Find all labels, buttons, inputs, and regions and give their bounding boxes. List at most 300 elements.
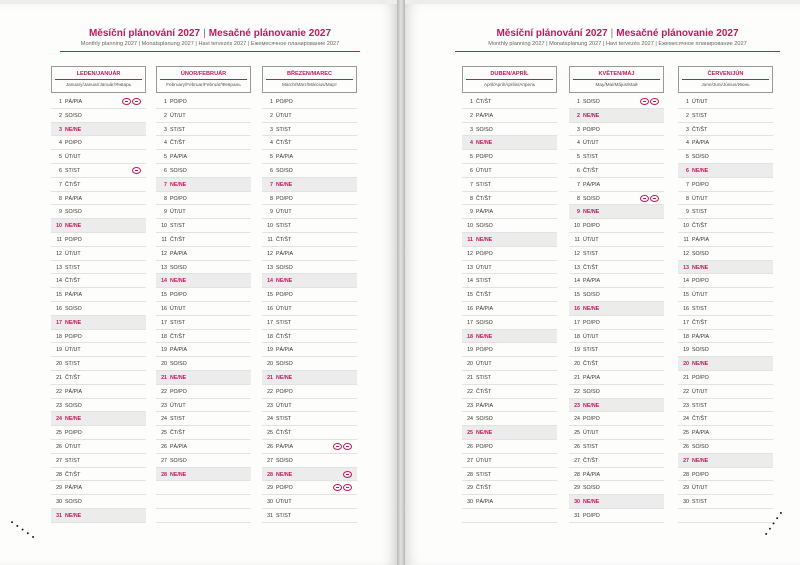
day-row[interactable] [51,316,146,330]
day-row[interactable] [51,468,146,482]
day-row[interactable] [156,136,251,150]
day-row[interactable] [51,481,146,495]
day-number: 24 [683,416,689,423]
day-row[interactable] [462,302,557,316]
day-row[interactable] [51,178,146,192]
day-row[interactable] [462,495,557,509]
weekday-label: ST/ST [65,264,81,271]
day-number: 14 [574,278,580,285]
day-row[interactable] [51,330,146,344]
day-row[interactable] [262,468,357,482]
weekday-label: PO/PO [692,181,709,188]
day-number: 19 [574,347,580,354]
day-row[interactable] [262,357,357,371]
day-row[interactable] [156,123,251,137]
day-row[interactable] [156,192,251,206]
day-row[interactable] [678,509,773,523]
day-number: 20 [161,361,167,368]
day-row[interactable] [156,371,251,385]
day-row[interactable] [462,385,557,399]
day-number: 1 [686,99,689,105]
day-row[interactable] [262,399,357,413]
weekday-label: PO/PO [276,99,293,105]
day-number: 8 [470,195,473,202]
day-number: 17 [683,319,689,326]
day-number: 18 [467,333,473,340]
day-row[interactable] [462,481,557,495]
day-row[interactable] [462,509,557,523]
day-number: 5 [686,154,689,161]
weekday-label: SO/SO [692,154,709,161]
day-row[interactable] [678,274,773,288]
day-row[interactable] [569,302,664,316]
day-row[interactable] [262,495,357,509]
day-row[interactable] [569,330,664,344]
weekday-label: SO/SO [170,167,187,174]
day-number: 13 [267,264,273,271]
day-row[interactable] [462,164,557,178]
weekday-label: SO/SO [170,361,187,368]
day-row[interactable] [678,109,773,123]
day-row[interactable] [462,330,557,344]
day-number: 28 [574,471,580,478]
day-row[interactable] [678,247,773,261]
day-number: 8 [577,195,580,202]
day-row[interactable] [462,219,557,233]
day-row[interactable] [569,178,664,192]
day-row[interactable] [262,164,357,178]
day-row[interactable] [462,440,557,454]
day-number: 16 [683,305,689,312]
day-row[interactable] [569,385,664,399]
weekday-label: ST/ST [170,319,186,326]
day-row[interactable] [569,219,664,233]
weekday-label: NE/NE [583,305,600,312]
day-row[interactable] [462,205,557,219]
day-row[interactable] [462,192,557,206]
day-number: 25 [467,430,473,437]
day-row[interactable] [51,233,146,247]
weekday-label: SO/SO [476,223,493,230]
day-number: 7 [270,181,273,188]
day-row[interactable] [262,247,357,261]
day-number: 3 [577,126,580,133]
day-row[interactable] [678,343,773,357]
page-subtitle: Monthly planning 2027 | Monatsplanung 2027 | Havi tervezés 2027 | Ежемесячное планирование 2027 [488,41,747,47]
day-row[interactable] [462,233,557,247]
weekday-label: ST/ST [476,374,492,381]
day-number: 3 [59,126,62,133]
day-row[interactable] [569,481,664,495]
month-header [262,66,357,93]
day-row[interactable] [678,192,773,206]
weekday-label: ST/ST [276,223,292,230]
day-row[interactable] [51,95,146,109]
day-row[interactable] [156,385,251,399]
day-row[interactable] [678,178,773,192]
day-row[interactable] [569,468,664,482]
weekday-label: NE/NE [583,402,600,409]
day-number: 28 [161,471,167,478]
day-row[interactable] [156,316,251,330]
day-row[interactable] [51,261,146,275]
day-row[interactable] [462,261,557,275]
day-row[interactable] [262,150,357,164]
day-row[interactable] [51,426,146,440]
day-row[interactable] [156,205,251,219]
day-row[interactable] [51,123,146,137]
day-row[interactable] [51,192,146,206]
day-number: 23 [574,402,580,409]
day-row[interactable] [156,219,251,233]
day-row[interactable] [678,95,773,109]
day-row[interactable] [51,219,146,233]
day-row[interactable] [462,247,557,261]
day-row[interactable] [569,357,664,371]
month-column-february [156,66,251,523]
weekday-label: PÁ/PIA [476,499,494,506]
day-row[interactable] [51,385,146,399]
day-row[interactable] [462,454,557,468]
day-row[interactable] [569,288,664,302]
weekday-label: PO/PO [65,236,82,243]
day-row[interactable] [262,509,357,523]
day-row[interactable] [569,164,664,178]
day-row[interactable] [262,426,357,440]
day-row[interactable] [678,123,773,137]
day-row[interactable] [156,109,251,123]
day-number: 2 [164,112,167,119]
day-row[interactable] [462,288,557,302]
weekday-label: ÚT/UT [65,154,81,161]
weekday-label: NE/NE [692,457,709,464]
weekday-label: ÚT/UT [276,499,292,506]
day-list [156,95,251,523]
day-row[interactable] [51,454,146,468]
day-row[interactable] [156,468,251,482]
day-row[interactable] [569,205,664,219]
day-row[interactable] [569,150,664,164]
day-row[interactable] [51,495,146,509]
day-number: 15 [267,292,273,299]
day-row[interactable] [678,481,773,495]
day-row[interactable] [462,178,557,192]
day-row[interactable] [156,412,251,426]
day-number: 20 [574,361,580,368]
weekday-label: PÁ/PIA [692,236,710,243]
day-number: 19 [267,347,273,354]
day-row[interactable] [262,481,357,495]
day-row[interactable] [156,440,251,454]
day-number: 5 [59,154,62,161]
day-number: 22 [683,388,689,395]
title-cz: Měsíční plánování 2027 [496,28,608,39]
weekday-label: PO/PO [692,374,709,381]
day-number: 10 [574,223,580,230]
holiday-flag-icon [333,443,342,450]
day-row[interactable] [678,426,773,440]
day-row[interactable] [462,136,557,150]
day-row[interactable] [462,399,557,413]
day-number: 16 [467,305,473,312]
day-row[interactable] [156,509,251,523]
day-row[interactable] [462,412,557,426]
weekday-label: NE/NE [583,499,600,506]
day-number: 4 [470,140,473,147]
day-row[interactable] [262,136,357,150]
day-number: 10 [683,223,689,230]
day-number: 26 [467,443,473,450]
day-row[interactable] [678,136,773,150]
weekday-label: PO/PO [170,99,187,105]
day-row[interactable] [462,426,557,440]
day-number: 3 [164,126,167,133]
weekday-label: NE/NE [65,223,82,230]
day-row[interactable] [262,233,357,247]
day-row[interactable] [156,302,251,316]
day-row[interactable] [569,454,664,468]
day-number: 9 [577,209,580,216]
day-row[interactable] [262,330,357,344]
day-row[interactable] [569,509,664,523]
day-row[interactable] [262,302,357,316]
day-number: 24 [574,416,580,423]
weekday-label: ÚT/UT [583,333,599,340]
weekday-label: ÚT/UT [170,402,186,409]
weekday-label: SO/SO [583,292,600,299]
weekday-label: NE/NE [692,167,709,174]
holiday-flag-icon [650,195,659,202]
day-row[interactable] [262,316,357,330]
weekday-label: ČT/ŠT [65,181,81,188]
day-row[interactable] [569,192,664,206]
day-row[interactable] [262,371,357,385]
day-number: 24 [56,416,62,423]
day-row[interactable] [262,123,357,137]
day-row[interactable] [678,205,773,219]
weekday-label: SO/SO [583,388,600,395]
weekday-label: SO/SO [692,250,709,257]
day-row[interactable] [156,233,251,247]
weekday-label: PO/PO [692,278,709,285]
day-row[interactable] [678,233,773,247]
day-row[interactable] [569,109,664,123]
day-row[interactable] [156,178,251,192]
day-row[interactable] [262,454,357,468]
weekday-label: ST/ST [476,471,492,478]
day-row[interactable] [262,205,357,219]
day-row[interactable] [569,343,664,357]
day-row[interactable] [51,357,146,371]
day-number: 7 [59,181,62,188]
weekday-label: ČT/ŠT [692,416,708,423]
weekday-label: ČT/ŠT [583,264,599,271]
day-row[interactable] [51,343,146,357]
day-row[interactable] [51,288,146,302]
day-row[interactable] [678,371,773,385]
day-row[interactable] [156,357,251,371]
day-row[interactable] [262,343,357,357]
day-row[interactable] [678,164,773,178]
page-title [60,28,360,39]
day-row[interactable] [462,95,557,109]
day-row[interactable] [156,288,251,302]
weekday-label: PO/PO [170,292,187,299]
weekday-label: ST/ST [170,126,186,133]
day-row[interactable] [569,426,664,440]
day-number: 5 [164,154,167,161]
weekday-label: PO/PO [476,443,493,450]
weekday-label: NE/NE [65,416,82,423]
holiday-flag-icon [343,471,352,478]
weekday-label: SO/SO [692,443,709,450]
day-row[interactable] [678,316,773,330]
day-row[interactable] [262,95,357,109]
day-row[interactable] [569,247,664,261]
day-number: 25 [574,430,580,437]
day-row[interactable] [678,288,773,302]
day-row[interactable] [569,274,664,288]
month-column-january [51,66,146,523]
day-row[interactable] [51,440,146,454]
weekday-label: NE/NE [170,278,187,285]
day-row[interactable] [678,219,773,233]
day-row[interactable] [51,399,146,413]
day-row[interactable] [156,95,251,109]
day-row[interactable] [569,440,664,454]
weekday-label: SO/SO [476,126,493,133]
day-row[interactable] [569,399,664,413]
day-row[interactable] [262,288,357,302]
day-row[interactable] [462,109,557,123]
day-row[interactable] [678,412,773,426]
weekday-label: PO/PO [65,333,82,340]
weekday-label: PÁ/PIA [65,485,83,492]
day-row[interactable] [569,495,664,509]
day-row[interactable] [678,357,773,371]
holiday-flag-icon [640,195,649,202]
weekday-label: ÚT/UT [692,195,708,202]
day-row[interactable] [51,412,146,426]
day-row[interactable] [462,150,557,164]
day-row[interactable] [262,219,357,233]
day-number: 6 [577,167,580,174]
day-row[interactable] [262,192,357,206]
day-row[interactable] [678,495,773,509]
day-row[interactable] [51,509,146,523]
weekday-label: ST/ST [692,305,708,312]
day-row[interactable] [156,164,251,178]
day-row[interactable] [51,205,146,219]
day-row[interactable] [156,399,251,413]
day-row[interactable] [569,412,664,426]
day-row[interactable] [156,330,251,344]
day-number: 6 [59,167,62,174]
day-row[interactable] [569,261,664,275]
day-row[interactable] [51,109,146,123]
day-row[interactable] [51,164,146,178]
day-row[interactable] [678,454,773,468]
weekday-label: ST/ST [276,319,292,326]
day-row[interactable] [569,316,664,330]
day-row[interactable] [156,454,251,468]
day-row[interactable] [678,468,773,482]
day-row[interactable] [51,150,146,164]
day-row[interactable] [678,150,773,164]
day-row[interactable] [156,343,251,357]
day-list [51,95,146,523]
day-row[interactable] [678,330,773,344]
day-row[interactable] [51,371,146,385]
day-row[interactable] [51,247,146,261]
day-row[interactable] [462,316,557,330]
day-row[interactable] [156,495,251,509]
day-row[interactable] [262,109,357,123]
day-row[interactable] [462,343,557,357]
day-row[interactable] [569,95,664,109]
day-row[interactable] [569,371,664,385]
day-row[interactable] [569,123,664,137]
day-row[interactable] [156,150,251,164]
day-row[interactable] [156,274,251,288]
day-row[interactable] [678,399,773,413]
month-underline [466,79,553,80]
day-row[interactable] [51,274,146,288]
day-row[interactable] [262,178,357,192]
day-row[interactable] [262,261,357,275]
day-row[interactable] [678,261,773,275]
day-row[interactable] [51,136,146,150]
day-number: 15 [467,292,473,299]
day-number: 13 [683,264,689,271]
weekday-label: ÚT/UT [692,388,708,395]
day-number: 16 [56,305,62,312]
weekday-label: SO/SO [583,485,600,492]
day-row[interactable] [156,247,251,261]
day-row[interactable] [156,261,251,275]
weekday-label: ČT/ŠT [65,278,81,285]
day-row[interactable] [569,136,664,150]
holiday-flag-icon [333,484,342,491]
day-row[interactable] [569,233,664,247]
day-row[interactable] [462,371,557,385]
weekday-label: ČT/ŠT [692,319,708,326]
weekday-label: ST/ST [692,112,708,119]
day-row[interactable] [262,440,357,454]
day-row[interactable] [462,123,557,137]
day-row[interactable] [156,481,251,495]
day-row[interactable] [678,302,773,316]
day-row[interactable] [678,440,773,454]
weekday-label: SO/SO [276,264,293,271]
day-row[interactable] [678,385,773,399]
day-number: 10 [267,223,273,230]
day-number: 1 [577,99,580,105]
day-row[interactable] [262,412,357,426]
day-row[interactable] [462,357,557,371]
day-row[interactable] [462,274,557,288]
day-row[interactable] [156,426,251,440]
day-row[interactable] [51,302,146,316]
weekday-label: ÚT/UT [276,305,292,312]
month-header [569,66,664,93]
day-row[interactable] [462,468,557,482]
weekday-label: ČT/ŠT [276,236,292,243]
day-number: 24 [267,416,273,423]
day-row[interactable] [262,274,357,288]
weekday-label: PÁ/PIA [476,402,494,409]
day-row[interactable] [262,385,357,399]
